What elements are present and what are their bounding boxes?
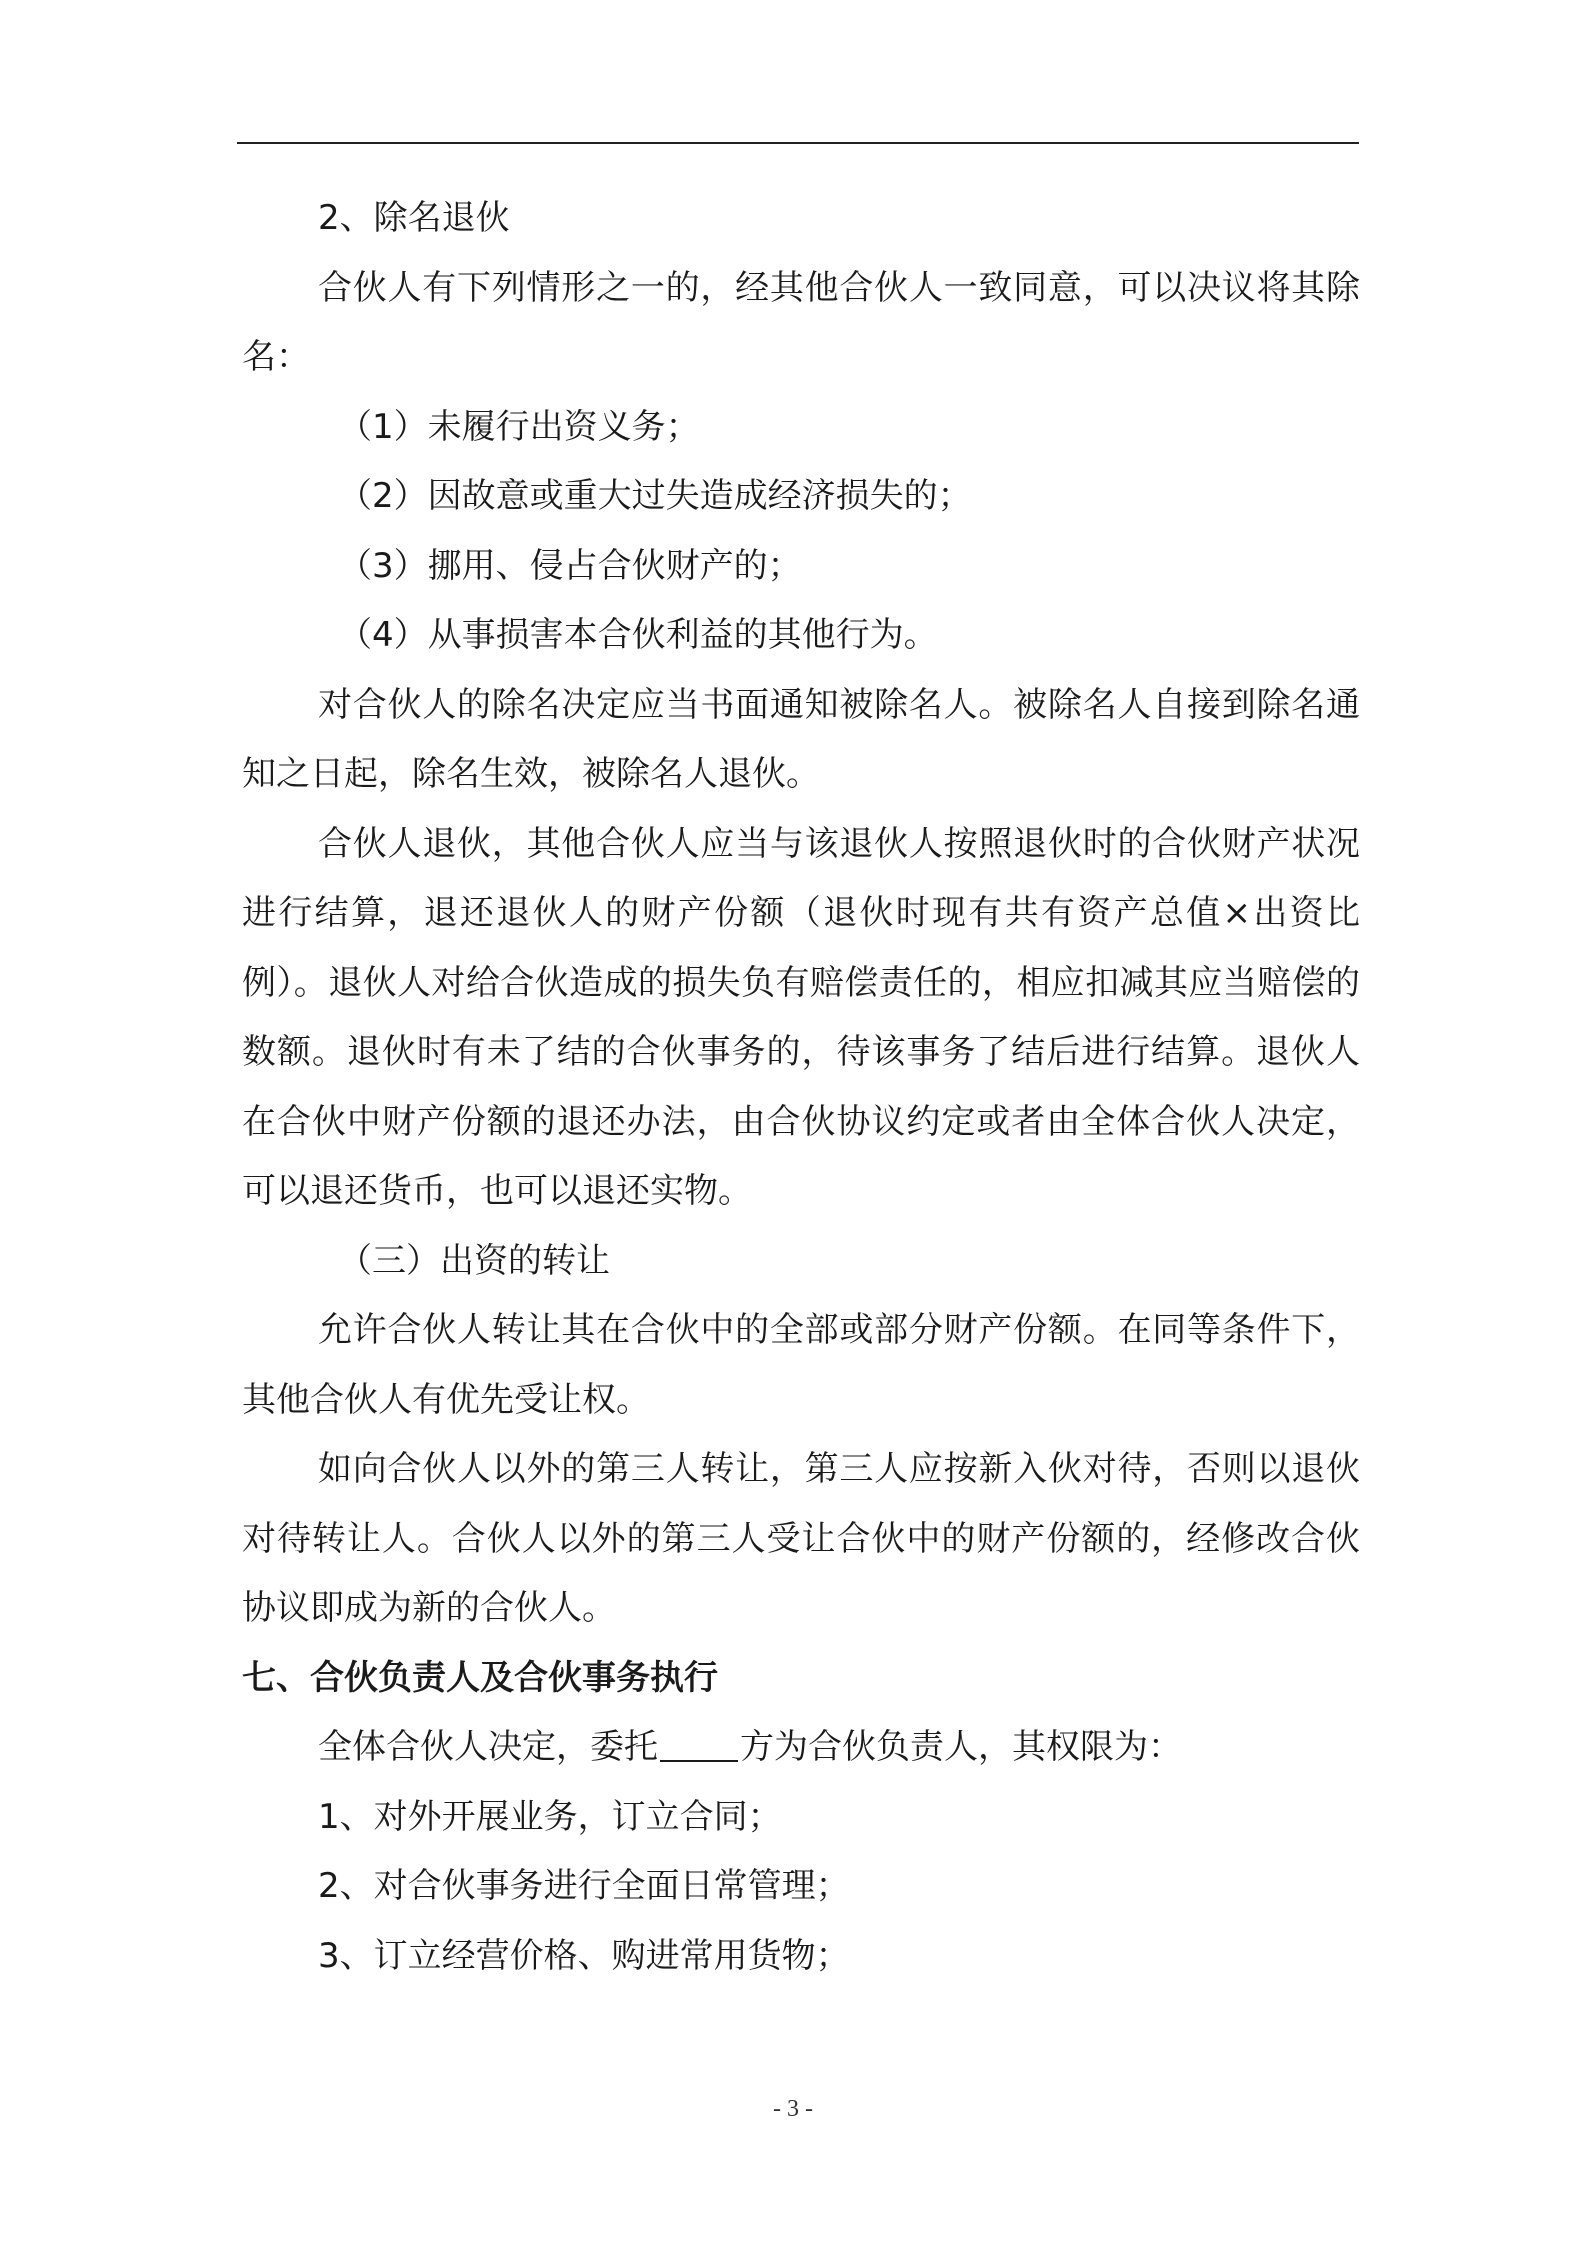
power-item: 2、对合伙事务进行全面日常管理；	[318, 1866, 850, 1906]
document-body	[242, 184, 1360, 1991]
list-item: （1）未履行出资义务；	[338, 406, 700, 447]
power-item: 1、对外开展业务，订立合同；	[318, 1796, 782, 1837]
paragraph-settlement: 合伙人退伙，其他合伙人应当与该退伙人按照退伙时的合伙财产状况进行结算，退还退伙人的财产份额（退伙时现有共有资产总值×出资比例）。退伙人对给合伙造成的损失负有赔偿责任的，相应扣减其应当赔偿的数额。退伙时有未了结的合伙事务的，待该事务了结后进行结算。退伙人在合伙中财产份额的退还办法，由合伙协议约定或者由全体合伙人决定，可以退还货币，也可以退还实物。	[242, 823, 1360, 1211]
page-number: - 3 -	[773, 2096, 813, 2122]
delegate-text-before: 全体合伙人决定，委托	[318, 1727, 658, 1767]
power-item: 3、订立经营价格、购进常用货物；	[318, 1935, 850, 1976]
subheading-transfer: （三）出资的转让	[338, 1240, 610, 1281]
delegate-text-after: 方为合伙负责人，其权限为：	[740, 1727, 1182, 1767]
paragraph-expulsion-conditions: 合伙人有下列情形之一的，经其他合伙人一致同意，可以决议将其除名：	[242, 267, 1360, 377]
paragraph-expulsion-notice: 对合伙人的除名决定应当书面通知被除名人。被除名人自接到除名通知之日起，除名生效，被除名人退伙。	[242, 684, 1360, 794]
list-item: （2）因故意或重大过失造成经济损失的；	[338, 476, 972, 516]
list-item: （3）挪用、侵占合伙财产的；	[338, 545, 802, 586]
subheading-expulsion: 2、除名退伙	[318, 198, 510, 238]
section-heading: 七、合伙负责人及合伙事务执行	[242, 1657, 718, 1698]
header-rule	[237, 142, 1359, 144]
fill-in-blank	[660, 1730, 738, 1762]
paragraph-delegate	[242, 1713, 1360, 1783]
list-item: （4）从事损害本合伙利益的其他行为。	[338, 615, 938, 655]
paragraph-transfer-third-party: 如向合伙人以外的第三人转让，第三人应按新入伙对待，否则以退伙对待转让人。合伙人以外的第三人受让合伙中的财产份额的，经修改合伙协议即成为新的合伙人。	[242, 1449, 1360, 1628]
paragraph-transfer-right: 允许合伙人转让其在合伙中的全部或部分财产份额。在同等条件下，其他合伙人有优先受让权。	[242, 1310, 1360, 1420]
